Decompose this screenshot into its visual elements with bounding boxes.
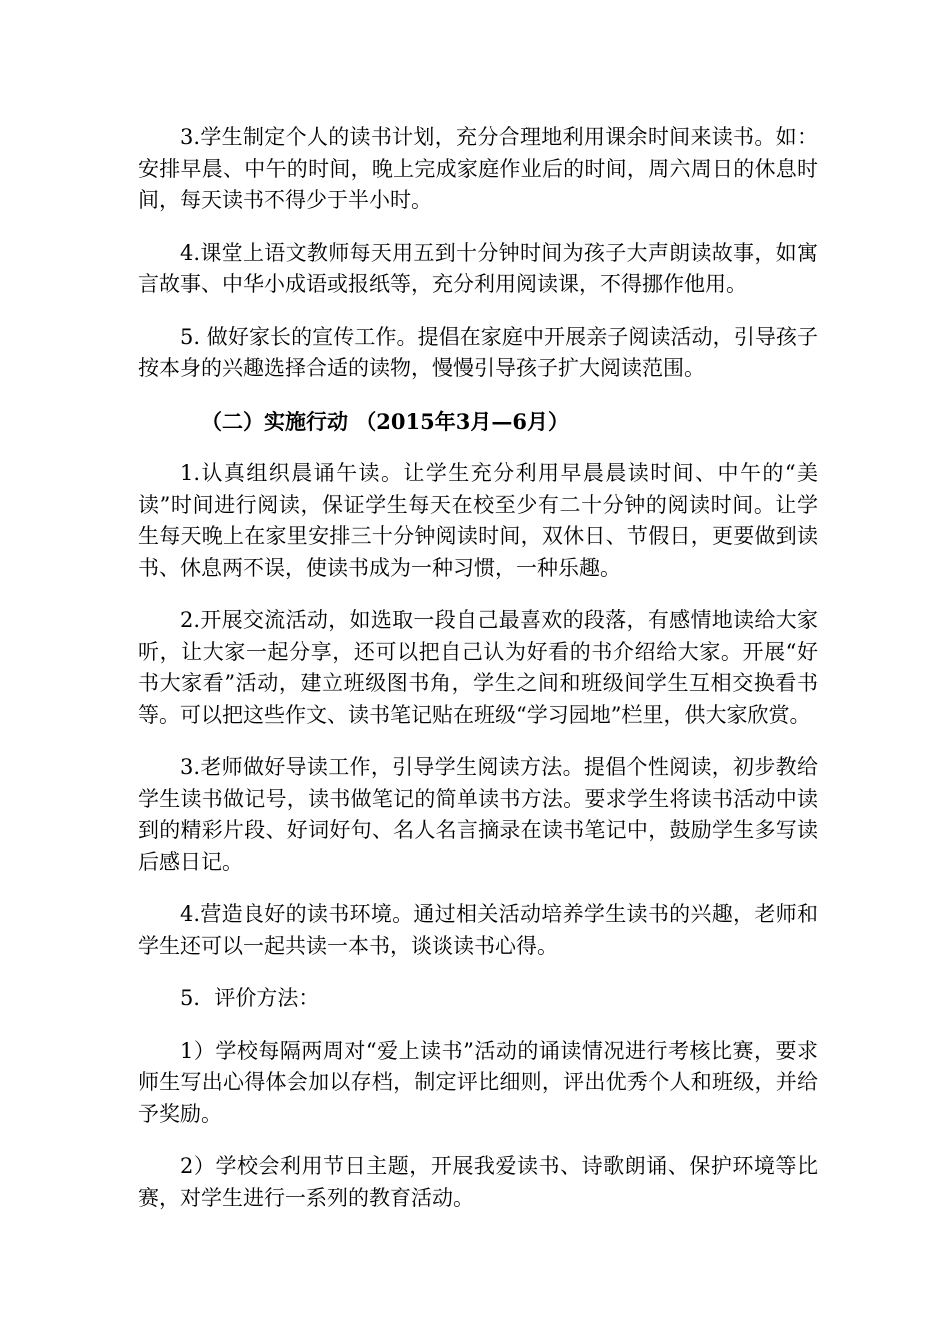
- paragraph-reading-plan: 3.学生制定个人的读书计划，充分合理地利用课余时间来读书。如：安排早晨、中午的时间，晚上完成家庭作业后的时间，周六周日的休息时间，每天读书不得少于半小时。: [138, 125, 818, 212]
- paragraph-evaluation-item-2: 2）学校会利用节日主题，开展我爱读书、诗歌朗诵、保护环境等比赛，对学生进行一系列的教育活动。: [138, 1154, 818, 1210]
- paragraph-evaluation-methods: 5．评价方法：: [180, 986, 320, 1010]
- paragraph-teacher-reading-aloud: 4.课堂上语文教师每天用五到十分钟时间为孩子大声朗读故事，如寓言故事、中华小成语或报纸等，充分利用阅读课，不得挪作他用。: [138, 240, 818, 296]
- paragraph-exchange-activities: 2.开展交流活动，如选取一段自己最喜欢的段落，有感情地读给大家听，让大家一起分享，还可以把自己认为好看的书介绍给大家。开展“好书大家看”活动，建立班级图书角，学生之间和班级间学生互相交换看书等。可以把这些作文、读书笔记贴在班级“学习园地”栏里，供大家欣赏。: [138, 608, 818, 727]
- document-page: [138, 122, 818, 1235]
- paragraph-morning-noon-reading: 1.认真组织晨诵午读。让学生充分利用早晨晨读时间、中午的“美读”时间进行阅读，保证学生每天在校至少有二十分钟的阅读时间。让学生每天晚上在家里安排三十分钟阅读时间，双休日、节假日，更要做到读书、休息两不误，使读书成为一种习惯，一种乐趣。: [138, 461, 818, 580]
- paragraph-parent-outreach: 5. 做好家长的宣传工作。提倡在家庭中开展亲子阅读活动，引导孩子按本身的兴趣选择合适的读物，慢慢引导孩子扩大阅读范围。: [138, 324, 818, 380]
- section-heading: （二）实施行动 （2015年3月—6月）: [201, 408, 569, 434]
- paragraph-evaluation-item-1: 1）学校每隔两周对“爱上读书”活动的诵读情况进行考核比赛，要求师生写出心得体会加以存档，制定评比细则，评出优秀个人和班级，并给予奖励。: [138, 1038, 818, 1126]
- paragraph-guided-reading: 3.老师做好导读工作，引导学生阅读方法。提倡个性阅读，初步教给学生读书做记号，读书做笔记的简单读书方法。要求学生将读书活动中读到的精彩片段、好词好句、名人名言摘录在读书笔记中，鼓励学生多写读后感日记。: [138, 755, 818, 874]
- paragraph-reading-environment: 4.营造良好的读书环境。通过相关活动培养学生读书的兴趣，老师和学生还可以一起共读一本书，谈谈读书心得。: [138, 902, 818, 958]
